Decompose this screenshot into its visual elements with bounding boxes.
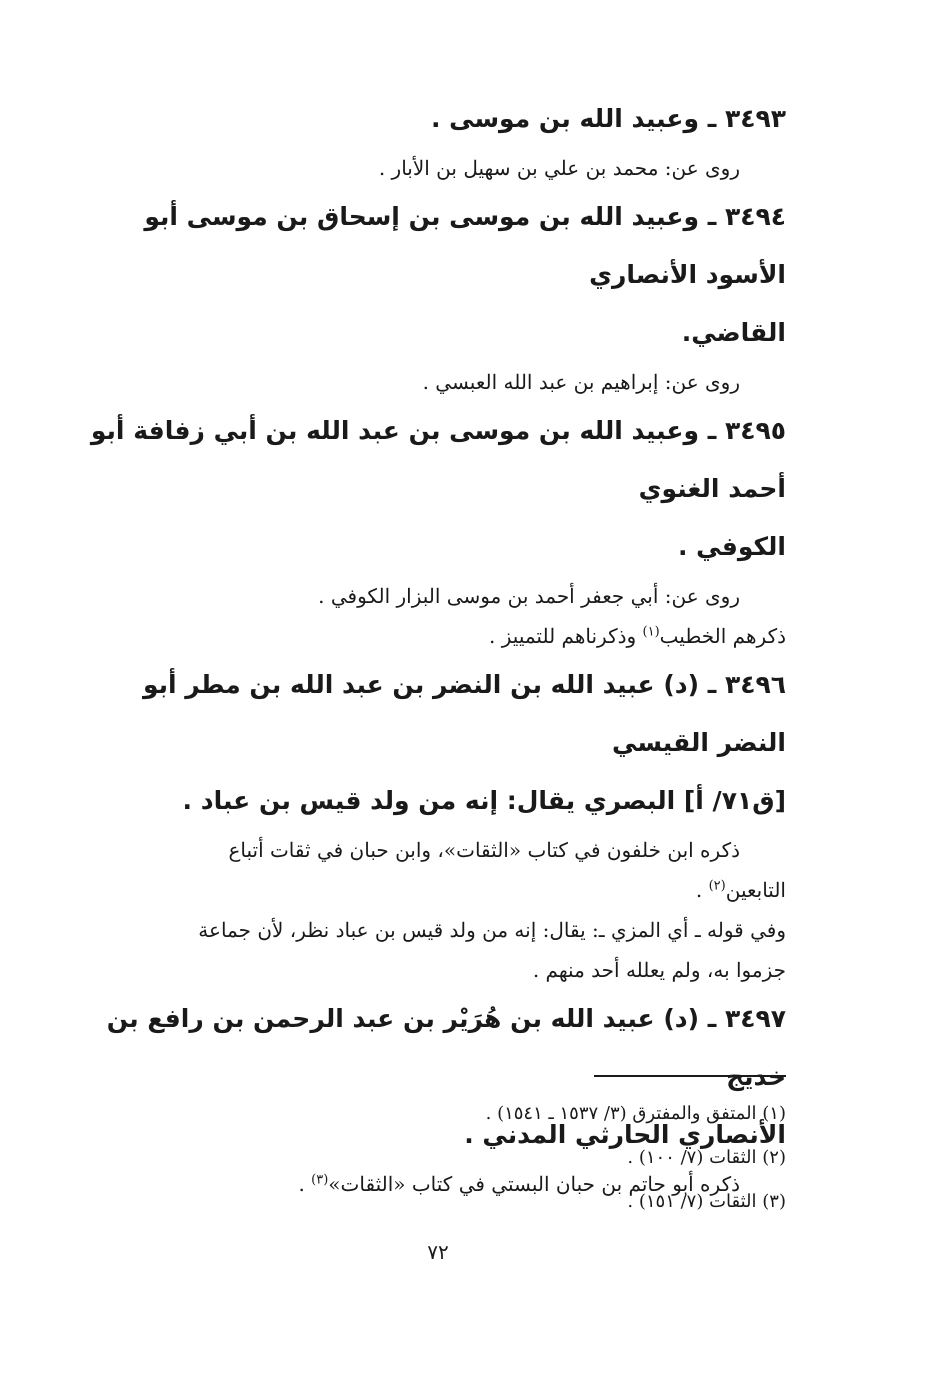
paragraph-text-tail: . [298, 1172, 312, 1196]
footnotes [90, 1092, 786, 1224]
entry-3494 [90, 188, 786, 402]
note-text: ذكرهم الخطيب [659, 624, 786, 648]
paragraph-line: جزموا به، ولم يعلله أحد منهم . [532, 958, 786, 982]
entry-title: ٣٤٩٧ ـ (د) عبيد الله بن هُرَيْر بن عبد الرحمن بن رافع بن خديج [106, 1004, 786, 1091]
entry-3495 [90, 402, 786, 656]
entry-title-continued: الكوفي . [677, 532, 786, 561]
paragraph-line: وفي قوله ـ أي المزي ـ: يقال: إنه من ولد قيس بن عباد نظر، لأن جماعة [198, 918, 786, 942]
narration-line: روى عن: أبي جعفر أحمد بن موسى البزار الكوفي . [318, 584, 740, 608]
entry-title: ٣٤٩٣ ـ وعبيد الله بن موسى . [430, 104, 786, 133]
narration-line: روى عن: محمد بن علي بن سهيل بن الأبار . [378, 156, 740, 180]
paragraph-line [90, 870, 786, 910]
book-page [90, 90, 786, 1330]
entry-title-continued: القاضي. [681, 318, 786, 347]
footnote-1: (١) المتفق والمفترق (٣/ ١٥٣٧ ـ ١٥٤١) . [485, 1103, 786, 1124]
note-text-tail: وذكرناهم للتمييز . [489, 624, 643, 648]
paragraph-text: التابعين [725, 878, 786, 902]
entry-title: ٣٤٩٦ ـ (د) عبيد الله بن النضر بن عبد الله بن مطر أبو النضر القيسي [142, 670, 786, 757]
paragraph-text-tail: . [695, 878, 709, 902]
narration-line: روى عن: إبراهيم بن عبد الله العبسي . [422, 370, 740, 394]
paragraph-line: ذكره ابن خلفون في كتاب «الثقات»، وابن حبان في ثقات أتباع [228, 838, 740, 862]
paragraph-text: ذكره أبو حاتم بن حبان البستي في كتاب «الثقات» [328, 1172, 740, 1196]
entry-title: ٣٤٩٥ ـ وعبيد الله بن موسى بن عبد الله بن أبي زفافة أبو أحمد الغنوي [90, 416, 786, 503]
footnote-ref: (٢) [708, 878, 726, 894]
footnote-ref: (١) [642, 624, 660, 640]
entry-title-continued: الأنصاري الحارثي المدني . [464, 1120, 786, 1149]
note-line [90, 616, 786, 656]
footnote-3: (٣) الثقات (٧/ ١٥١) . [627, 1191, 786, 1212]
page-number: ٧٢ [427, 1240, 449, 1264]
footnote-2: (٢) الثقات (٧/ ١٠٠) . [627, 1147, 786, 1168]
entry-title-continued: [ق٧١/ أ] البصري يقال: إنه من ولد قيس بن عباد . [182, 786, 786, 815]
entry-3493 [90, 90, 786, 188]
footnote-ref: (٣) [311, 1172, 329, 1188]
footnote-separator [594, 1075, 786, 1077]
entry-title: ٣٤٩٤ ـ وعبيد الله بن موسى بن إسحاق بن موسى أبو الأسود الأنصاري [144, 202, 786, 289]
entry-3496 [90, 656, 786, 990]
